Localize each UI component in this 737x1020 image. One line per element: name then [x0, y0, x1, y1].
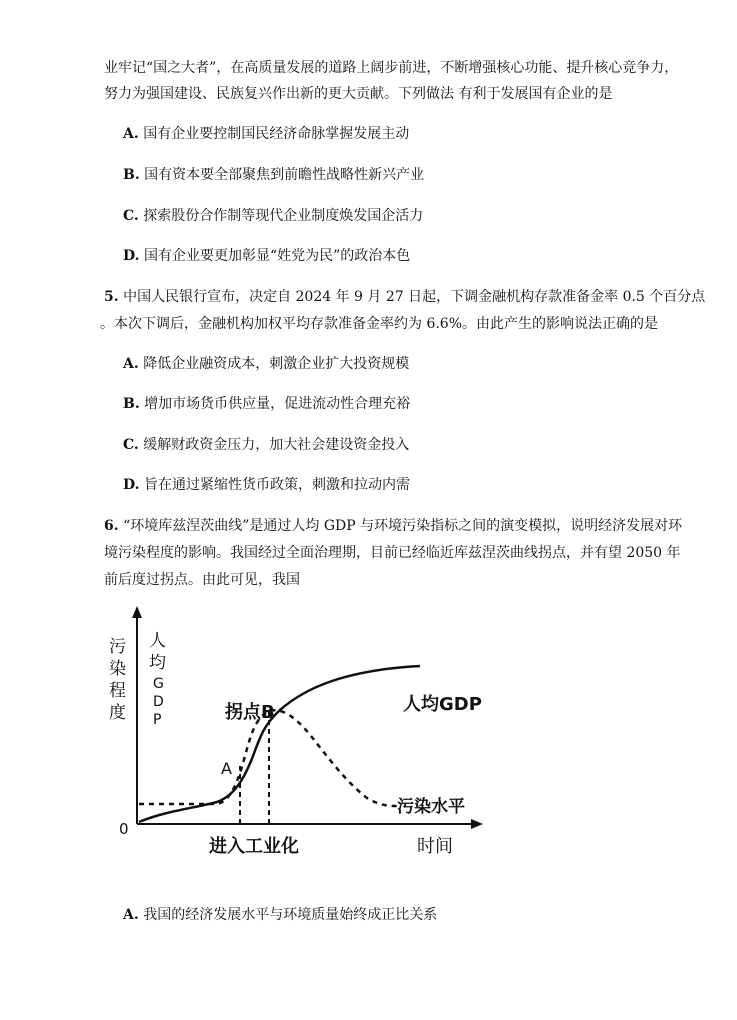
- q5-stem-line-1: [104, 287, 705, 307]
- option-letter: D.: [123, 477, 140, 493]
- q4-option-b: [123, 165, 424, 185]
- option-text: 国有企业要更加彰显“姓党为民”的政治本色: [143, 248, 411, 264]
- x-annotation: 进入工业化: [209, 836, 299, 857]
- q6-stem-line-1: [104, 516, 682, 536]
- option-text: 国有资本要全部聚焦到前瞻性战略性新兴产业: [144, 167, 425, 183]
- option-letter: A.: [123, 356, 139, 372]
- q6-stem-text-1: “环境库兹涅茨曲线”是通过人均 GDP 与环境污染指标之间的演变模拟，说明经济发展对环: [123, 518, 683, 534]
- question-number: 6.: [104, 518, 119, 534]
- intro-line-1: 业牢记“国之大者”，在高质量发展的道路上阔步前进，不断增强核心功能、提升核心竞争力，: [104, 60, 679, 76]
- kuznets-curve-figure: [105, 606, 495, 876]
- option-text: 探索股份合作制等现代企业制度焕发国企活力: [143, 208, 424, 224]
- ylabel-right-4: P: [153, 712, 162, 728]
- ylabel-left-1: 染: [109, 659, 126, 679]
- option-letter: A.: [123, 126, 139, 142]
- option-letter: B.: [123, 167, 140, 183]
- intro-line-2: 努力为强国建设、民族复兴作出新的更大贡献。下列做法 有利于发展国有企业的是: [104, 86, 613, 102]
- ylabel-right-2: G: [153, 676, 164, 692]
- q5-option-a: [123, 354, 409, 374]
- q5-stem-line-2: 。本次下调后，金融机构加权平均存款准备金率约为 6.6%。由此产生的影响说法正确的是: [100, 316, 659, 332]
- option-letter: C.: [123, 208, 139, 224]
- q5-option-c: [123, 435, 409, 455]
- option-letter: D.: [123, 248, 140, 264]
- x-axis-label: 时间: [417, 836, 453, 857]
- option-text: 增加市场货币供应量，促进流动性合理充裕: [144, 396, 411, 412]
- option-text: 缓解财政资金压力，加大社会建设资金投入: [143, 437, 410, 453]
- y-axis-arrow: [132, 606, 142, 618]
- option-letter: A.: [123, 907, 139, 923]
- q5-stem-text-1: 中国人民银行宣布，决定自 2024 年 9 月 27 日起，下调金融机构存款准备金率 0.5 个百分点: [123, 289, 706, 305]
- series-label-gdp: 人均GDP: [403, 694, 482, 715]
- x-axis-arrow: [471, 819, 483, 829]
- q5-option-d: [123, 475, 410, 495]
- ylabel-left-3: 度: [109, 703, 126, 723]
- option-text: 旨在通过紧缩性货币政策，刺激和拉动内需: [143, 477, 410, 493]
- q6-stem-line-3: 前后度过拐点。由此可见，我国: [104, 572, 300, 588]
- q6-option-a: [123, 905, 437, 925]
- option-text: 国有企业要控制国民经济命脉掌握发展主动: [143, 126, 410, 142]
- point-b-label: 拐点B: [225, 702, 275, 723]
- q5-option-b: [123, 394, 410, 414]
- option-letter: B.: [123, 396, 140, 412]
- option-text: 我国的经济发展水平与环境质量始终成正比关系: [143, 907, 438, 923]
- point-a-label: A: [221, 759, 232, 778]
- ylabel-left-2: 程: [109, 681, 126, 701]
- origin-label: 0: [119, 820, 129, 838]
- series-label-pollution: 污染水平: [397, 797, 465, 817]
- q4-option-a: [123, 124, 409, 144]
- question-number: 5.: [104, 289, 119, 305]
- q4-option-c: [123, 206, 423, 226]
- gdp-curve: [139, 666, 420, 822]
- q4-option-d: [123, 246, 410, 266]
- option-letter: C.: [123, 437, 139, 453]
- ylabel-right-0: 人: [149, 631, 166, 651]
- q6-stem-line-2: 境污染程度的影响。我国经过全面治理期，目前已经临近库兹涅茨曲线拐点，并有望 2050 年: [104, 545, 681, 561]
- ylabel-left-0: 污: [109, 637, 126, 657]
- ylabel-right-1: 均: [149, 653, 166, 673]
- option-text: 降低企业融资成本，刺激企业扩大投资规模: [143, 356, 410, 372]
- ylabel-right-3: D: [153, 694, 164, 710]
